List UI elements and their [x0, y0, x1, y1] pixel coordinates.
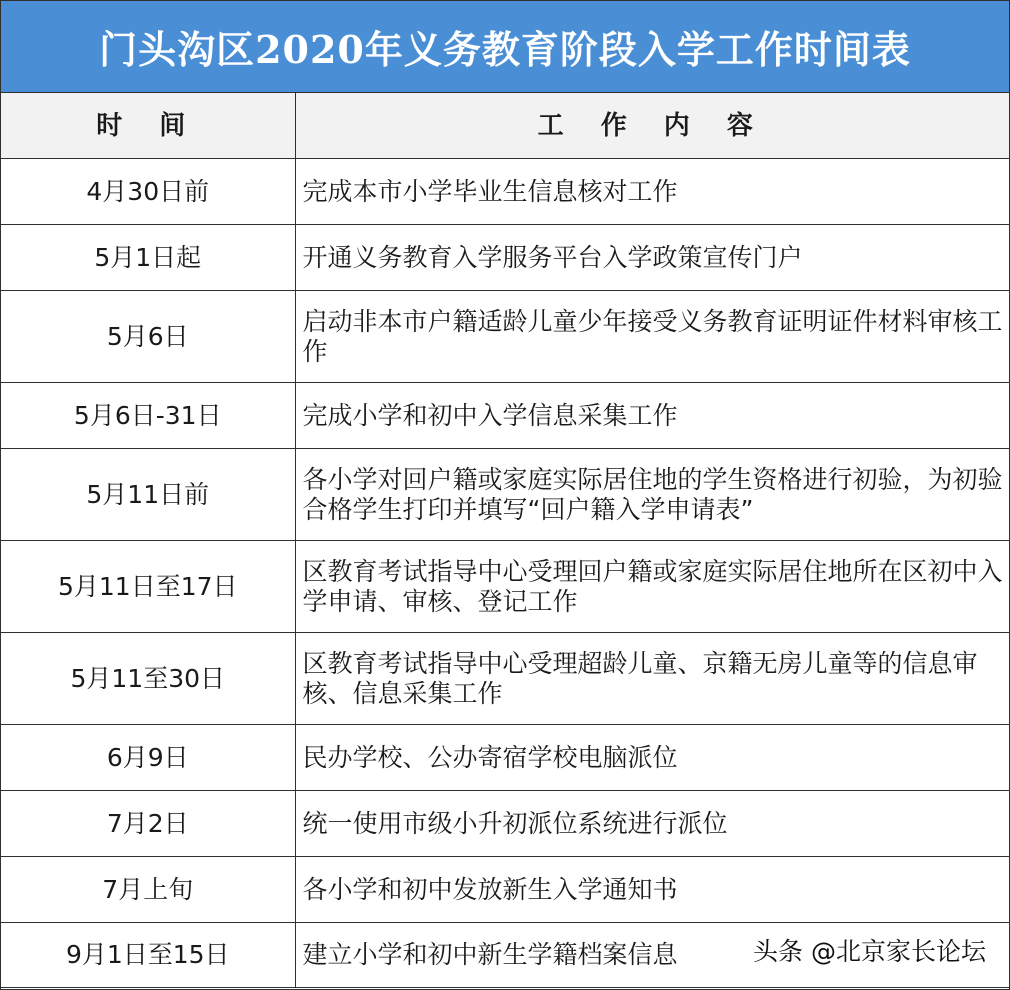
row-content: 完成本市小学毕业生信息核对工作: [295, 159, 1009, 225]
row-time: 5月6日-31日: [1, 383, 295, 449]
row-time: 4月30日前: [1, 159, 295, 225]
row-content: 民办学校、公办寄宿学校电脑派位: [295, 725, 1009, 791]
watermark: 头条 @北京家长论坛: [753, 937, 986, 966]
table-row: [1, 291, 1009, 383]
page-title: 门头沟区2020年义务教育阶段入学工作时间表: [99, 27, 911, 72]
table-row: [1, 225, 1009, 291]
row-time: 5月6日: [1, 291, 295, 383]
row-time: 5月11日前: [1, 449, 295, 541]
table-row: [1, 725, 1009, 791]
row-content: 建立小学和初中新生学籍档案信息: [295, 923, 1009, 988]
row-content: 开通义务教育入学服务平台入学政策宣传门户: [295, 225, 1009, 291]
row-time: 6月9日: [1, 725, 295, 791]
row-time: 9月1日至15日: [1, 923, 295, 988]
row-content: 区教育考试指导中心受理回户籍或家庭实际居住地所在区初中入学申请、审核、登记工作: [295, 541, 1009, 633]
header-content: 工 作 内 容: [295, 93, 1009, 159]
row-time: 5月11日至17日: [1, 541, 295, 633]
row-time: 5月11至30日: [1, 633, 295, 725]
table-row: [1, 159, 1009, 225]
row-content: 各小学对回户籍或家庭实际居住地的学生资格进行初验，为初验合格学生打印并填写“回户籍入学申请表”: [295, 449, 1009, 541]
schedule-table: [1, 93, 1009, 988]
row-content: 统一使用市级小升初派位系统进行派位: [295, 791, 1009, 857]
row-content: 各小学和初中发放新生入学通知书: [295, 857, 1009, 923]
table-row: [1, 791, 1009, 857]
table-row: [1, 857, 1009, 923]
row-content: 完成小学和初中入学信息采集工作: [295, 383, 1009, 449]
table-row: [1, 449, 1009, 541]
table-row: [1, 541, 1009, 633]
row-time: 5月1日起: [1, 225, 295, 291]
table-row: [1, 633, 1009, 725]
header-time: 时 间: [1, 93, 295, 159]
title-bar: [1, 1, 1009, 93]
row-time: 7月上旬: [1, 857, 295, 923]
table-row: [1, 383, 1009, 449]
row-content: 区教育考试指导中心受理超龄儿童、京籍无房儿童等的信息审核、信息采集工作: [295, 633, 1009, 725]
row-time: 7月2日: [1, 791, 295, 857]
row-content: 启动非本市户籍适龄儿童少年接受义务教育证明证件材料审核工作: [295, 291, 1009, 383]
header-row: [1, 93, 1009, 159]
